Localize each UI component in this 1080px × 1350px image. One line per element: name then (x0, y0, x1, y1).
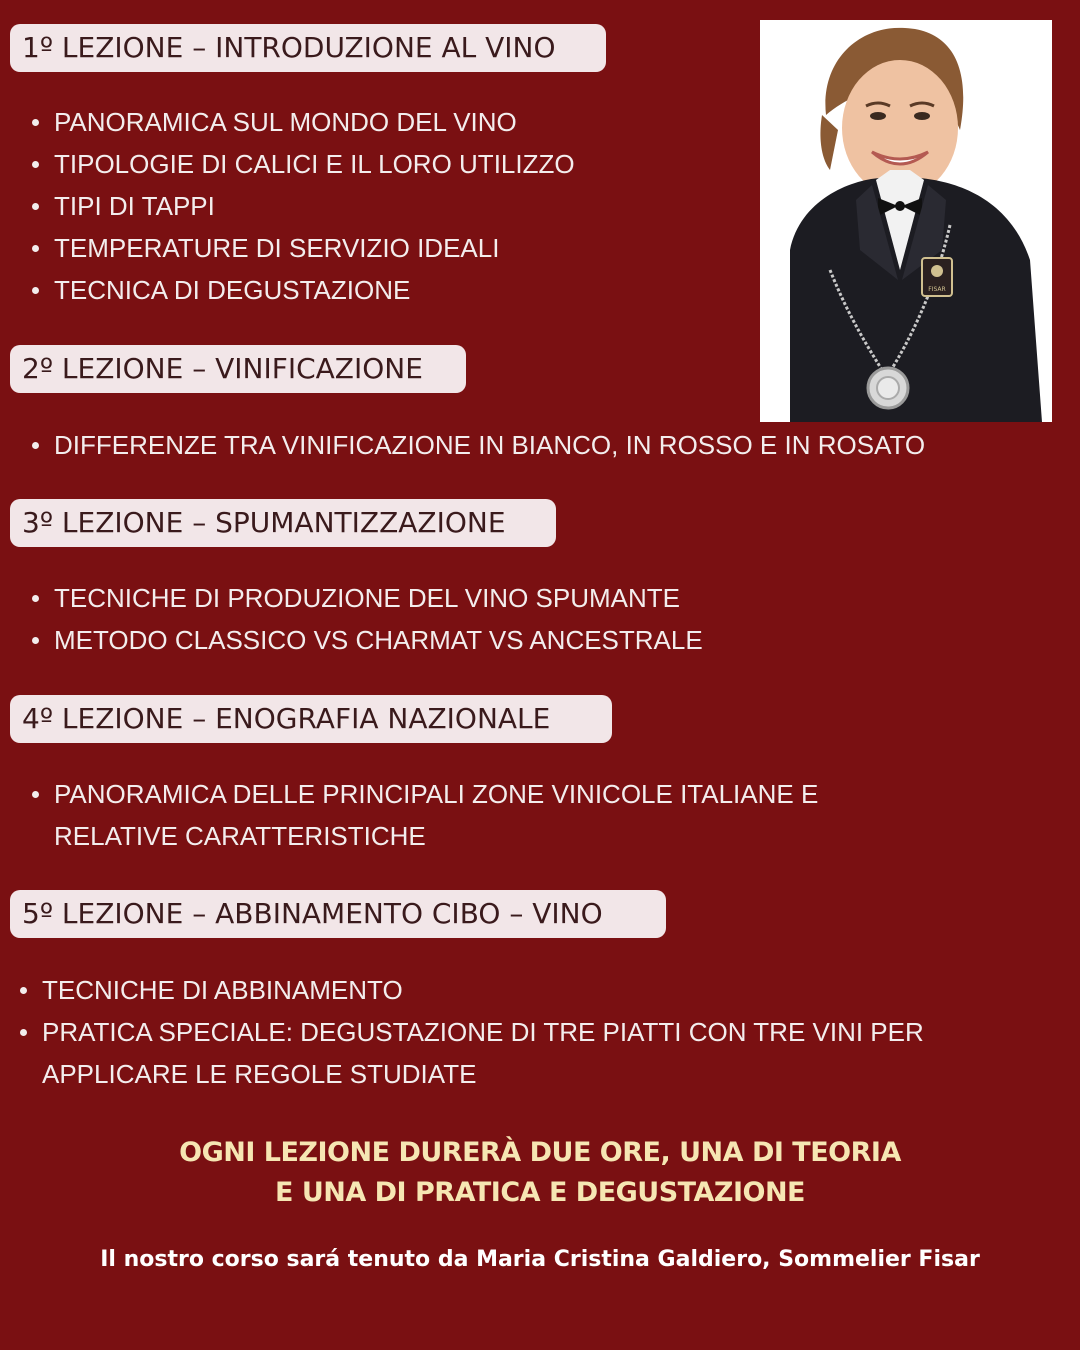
duration-note-line-1: OGNI LEZIONE DURERÀ DUE ORE, UNA DI TEORIA (179, 1137, 901, 1168)
lesson-1-title: 1º LEZIONE – INTRODUZIONE AL VINO (10, 24, 606, 72)
list-item: PRATICA SPECIALE: DEGUSTAZIONE DI TRE PIATTI CON TRE VINI PER APPLICARE LE REGOLE STUDIATE (12, 1011, 1072, 1095)
list-item: PANORAMICA SUL MONDO DEL VINO (12, 101, 732, 143)
lesson-2-title: 2º LEZIONE – VINIFICAZIONE (10, 345, 466, 393)
list-item: TIPOLOGIE DI CALICI E IL LORO UTILIZZO (12, 143, 732, 185)
lesson-3-title: 3º LEZIONE – SPUMANTIZZAZIONE (10, 499, 556, 547)
lesson-5-title: 5º LEZIONE – ABBINAMENTO CIBO – VINO (10, 890, 666, 938)
list-item: TECNICHE DI PRODUZIONE DEL VINO SPUMANTE (12, 577, 1012, 619)
list-item: TEMPERATURE DI SERVIZIO IDEALI (12, 227, 732, 269)
instructor-portrait-image (760, 20, 1052, 422)
list-item: TECNICA DI DEGUSTAZIONE (12, 269, 732, 311)
lesson-4-list (12, 773, 942, 857)
list-item: TIPI DI TAPPI (12, 185, 732, 227)
lesson-3-list (12, 577, 1012, 661)
list-item: TECNICHE DI ABBINAMENTO (12, 969, 1072, 1011)
instructor-portrait (760, 20, 1052, 422)
lesson-4-title: 4º LEZIONE – ENOGRAFIA NAZIONALE (10, 695, 612, 743)
lesson-1-list (12, 101, 732, 311)
badge-label: FISAR (928, 286, 946, 293)
list-item: DIFFERENZE TRA VINIFICAZIONE IN BIANCO, IN ROSSO E IN ROSATO (12, 424, 1012, 466)
list-item: METODO CLASSICO VS CHARMAT VS ANCESTRALE (12, 619, 1012, 661)
instructor-note: Il nostro corso sará tenuto da Maria Cristina Galdiero, Sommelier Fisar (100, 1247, 980, 1272)
lesson-2-list (12, 424, 1012, 466)
lesson-5-list (12, 969, 1072, 1095)
list-item: PANORAMICA DELLE PRINCIPALI ZONE VINICOLE ITALIANE E RELATIVE CARATTERISTICHE (12, 773, 942, 857)
duration-note-line-2: E UNA DI PRATICA E DEGUSTAZIONE (274, 1177, 806, 1208)
